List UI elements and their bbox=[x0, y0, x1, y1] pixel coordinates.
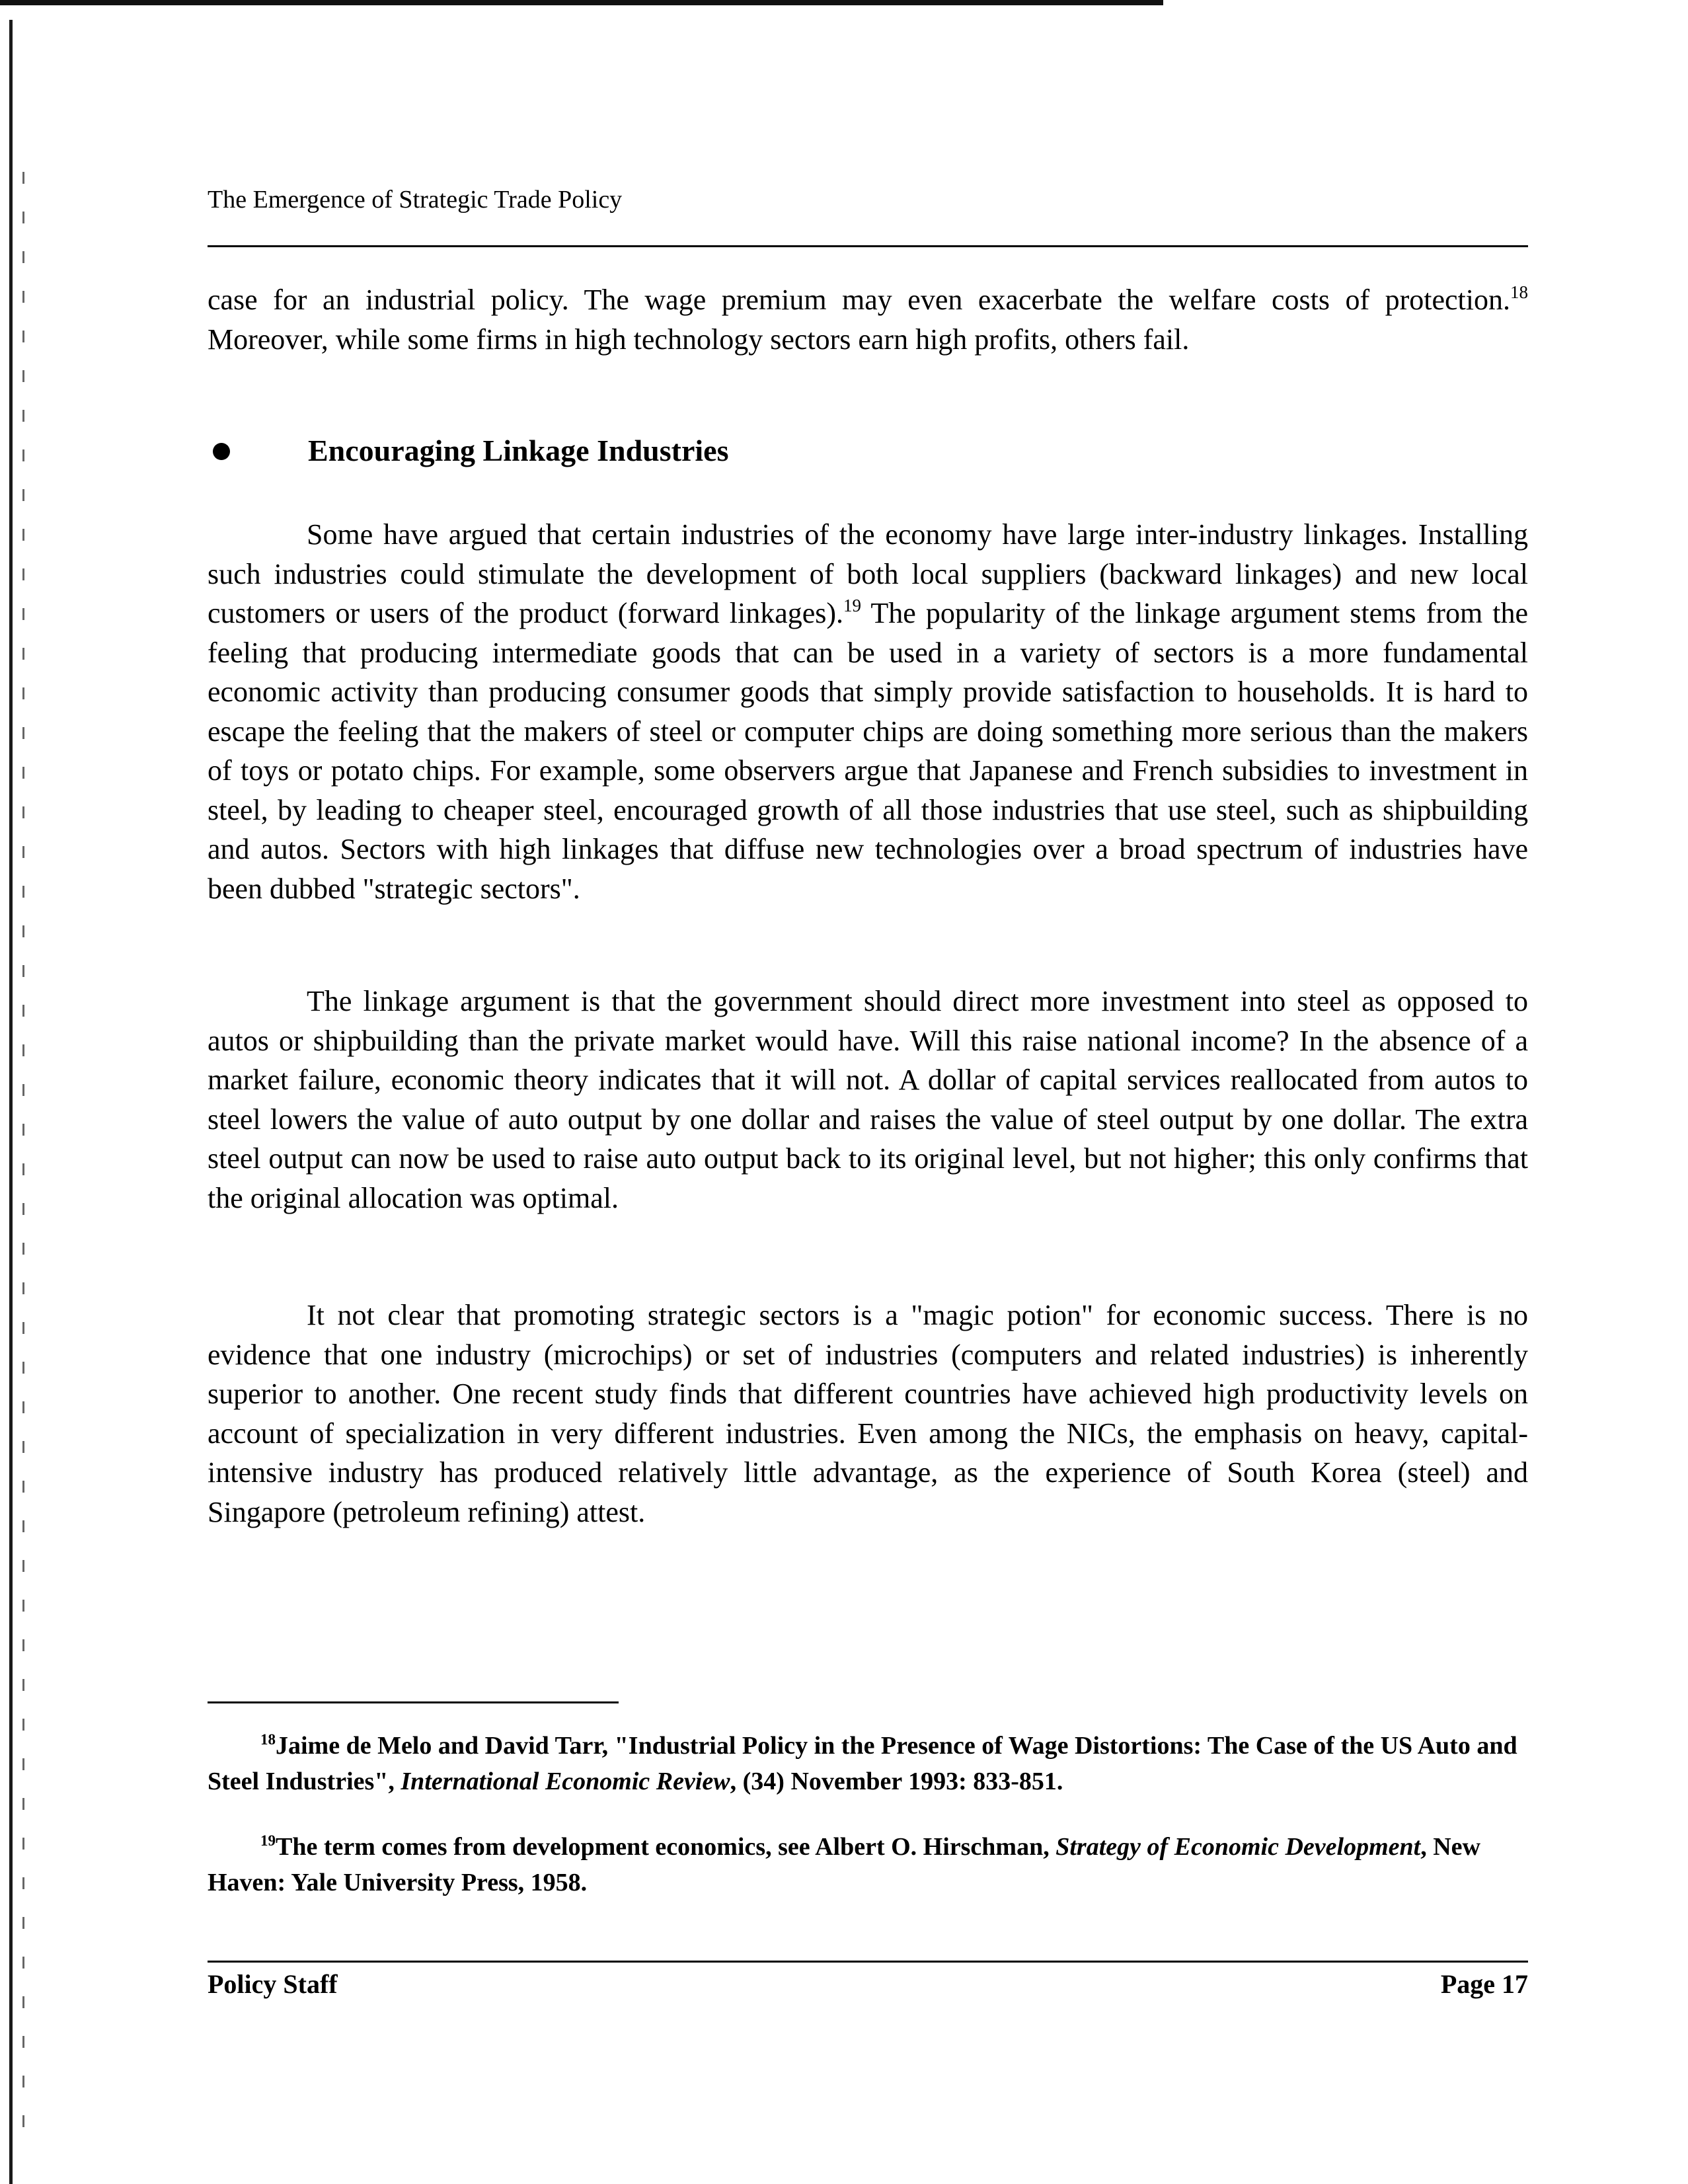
paragraph-text: The popularity of the linkage argument stems from the feeling that producing intermediate goods that can be used in a variety of sectors is a more fundamental economic activity than producing consumer goods that simply provide satisfaction to households. It is hard to escape the feeling that the makers of steel or computer chips are doing something more serious than the makers of toys or potato chips. For example, some observers argue that Japanese and French subsidies to investment in steel, by leading to cheaper steel, encouraged growth of all those industries that use steel, such as shipbuilding and autos. Sectors with high linkages that diffuse new technologies over a broad spectrum of industries have been dubbed "strategic sectors". bbox=[208, 597, 1528, 905]
paragraph-linkage bbox=[208, 515, 1528, 908]
footnote-number: 18 bbox=[260, 1731, 276, 1748]
page-number: Page 17 bbox=[1440, 1969, 1528, 1999]
footnote-text: The term comes from development economics, see Albert O. Hirschman, bbox=[276, 1833, 1056, 1861]
footnote-ref-19[interactable]: 19 bbox=[843, 596, 862, 615]
header-rule bbox=[208, 245, 1528, 247]
paragraph-magic-potion: It not clear that promoting strategic sectors is a "magic potion" for economic success. There is no evidence that one industry (microchips) or set of industries (computers and related industries) is inherently superior to another. One recent study finds that different countries have achieved high productivity levels on account of specialization in very different industries. Even among the NICs, the emphasis on heavy, capital-intensive industry has produced relatively little advantage, as the experience of South Korea (steel) and Singapore (petroleum refining) attest. bbox=[208, 1299, 1528, 1528]
footnote-19 bbox=[208, 1829, 1529, 1900]
footer-rule bbox=[208, 1961, 1528, 1963]
footnote-separator bbox=[208, 1701, 619, 1703]
footnote-18 bbox=[208, 1728, 1529, 1799]
section-heading: Encouraging Linkage Industries bbox=[308, 434, 729, 467]
paragraph-text: Some have argued that certain industries of the economy have large inter-industry linkages. Installing such industries could stimulate the development of both local suppliers (backward linkages) and new local customers or users of the product (forward linkages). bbox=[208, 518, 1528, 629]
footnote-text: , (34) November 1993: 833-851. bbox=[730, 1768, 1063, 1795]
running-header-title: The Emergence of Strategic Trade Policy bbox=[208, 186, 623, 214]
footnote-text: , New Haven: Yale University Press, 1958. bbox=[208, 1833, 1480, 1896]
paragraph-text: Moreover, while some firms in high technology sectors earn high profits, others fail. bbox=[208, 323, 1190, 356]
scan-left-edge bbox=[9, 20, 13, 2184]
footnote-number: 19 bbox=[260, 1832, 276, 1849]
journal-title: International Economic Review bbox=[401, 1768, 730, 1795]
footnote-text: Jaime de Melo and David Tarr, "Industrial Policy in the Presence of Wage Distortions: The Case of the US Auto and Steel Industries", bbox=[208, 1732, 1517, 1795]
footnote-ref-18[interactable]: 18 bbox=[1510, 282, 1528, 302]
paragraph-continued bbox=[208, 280, 1528, 359]
bullet-icon bbox=[213, 443, 230, 460]
paragraph-linkage-argument: The linkage argument is that the government should direct more investment into steel as opposed to autos or shipbuilding than the private market would have. Will this raise national income? In the absence of a market failure, economic theory indicates that it will not. A dollar of capital services reallocated from autos to steel lowers the value of auto output by one dollar and raises the value of steel output by one dollar. The extra steel output can now be used to raise auto output back to its original level, but not higher; this only confirms that the original allocation was optimal. bbox=[208, 985, 1528, 1214]
scan-top-edge bbox=[0, 0, 1163, 5]
paragraph-text: case for an industrial policy. The wage premium may even exacerbate the welfare costs of protection. bbox=[208, 284, 1510, 316]
footer-department: Policy Staff bbox=[208, 1969, 338, 1999]
book-title: Strategy of Economic Development bbox=[1055, 1833, 1421, 1861]
scan-binding-marks bbox=[22, 172, 24, 2155]
